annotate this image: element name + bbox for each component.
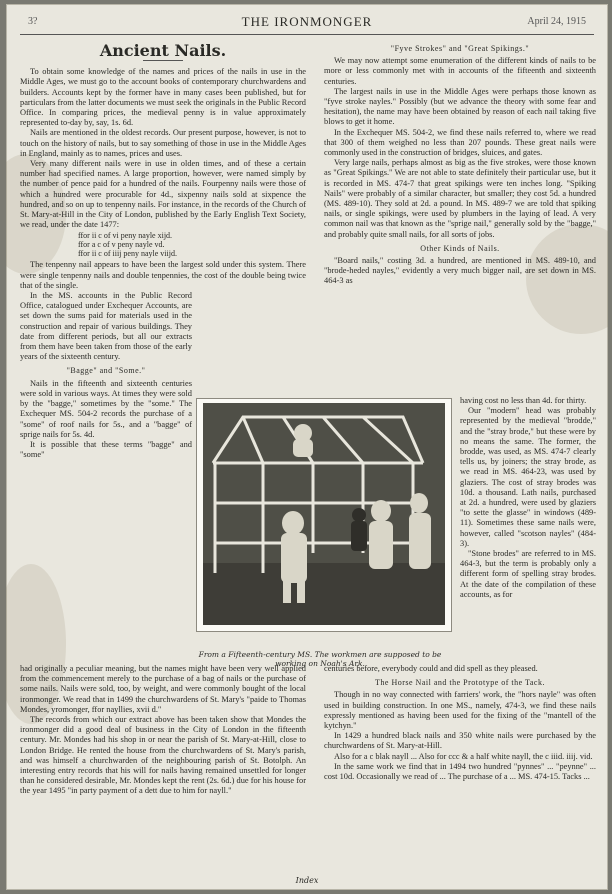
- paragraph: The largest nails in use in the Middle Ages were perhaps those known as "fyve stroke nayles." Possibly (but we advance the theory with some fear and hesitation), the name may have been obtained by reason of each nail taking five blows to get it home.: [324, 86, 596, 127]
- column-right-narrow: [460, 396, 596, 600]
- paragraph: Very many different nails were in use in olden times, and of these a certain number had specified names. A large proportion, however, were named simply by the number of pence paid for a hundred of the nails. Fourpenny nails were those of which a hundred were procurable for 4d., sixpenny nails sold at sixpence the hundred, and so on up to tenpenny nails. For instance, in the records of the Church of St. Mary-at-Hill in the City of London, published by the Early English Text Society, we read, under the date 1477:: [20, 159, 306, 230]
- paragraph: In the MS. accounts in the Public Record Office, catalogued under Exchequer Accounts, are set down the sums paid for materials used in the construction and repair of various buildings. They date from different periods, but all our extracts from them have been taken from those of the early years of the sixteenth century.: [20, 291, 192, 362]
- account-entries: [20, 231, 306, 258]
- account-entry: ffor a c of v peny nayle vd.: [78, 240, 165, 250]
- paragraph: centuries before, everybody could and did spell as they pleased.: [324, 664, 538, 673]
- paragraph: "Stone brodes" are referred to in MS. 464-3, but the term is probably only a different form of spelling stray brodes. At the date of the compilation of these accounts, as for: [460, 549, 596, 599]
- issue-date: April 24, 1915: [527, 16, 586, 27]
- section-subhead: The Horse Nail and the Prototype of the Tack.: [375, 678, 545, 688]
- paragraph: The tenpenny nail appears to have been the largest sold under this system. There were single tenpenny nails and double tenpennies, the cost of the double being twice that of the single.: [20, 260, 306, 290]
- account-entry: ffor ii c of iiij peny nayle viijd.: [78, 249, 177, 259]
- newspaper-page: [6, 4, 608, 890]
- title-divider: [143, 60, 183, 61]
- page-number: 3?: [28, 16, 38, 27]
- account-entry: ffor ii c of vi peny nayle xijd.: [78, 231, 173, 241]
- paragraph: Also for a c blak nayll ... Also for ccc & a half white nayll, the c iiid. iiij. vid.: [334, 751, 593, 761]
- paragraph: Nails are mentioned in the oldest records. Our present purpose, however, is not to touch on the history of nails, but to say something of those in use in the Middle Ages in England, mainly as to names, prices and uses.: [20, 128, 306, 158]
- section-subhead: "Bagge" and "Some.": [66, 366, 146, 376]
- article-title: Ancient Nails.: [99, 41, 227, 60]
- illustration-caption: From a Fifteenth-century MS. The workmen are supposed to be working on Noah's Ark.: [198, 650, 442, 668]
- paragraph: In the Exchequer MS. 504-2, we find these nails referred to, where we read that 300 of them weighed no less than 207 pounds. These great nails were commonly used in the construction of bridges, sluices, and gates.: [324, 127, 596, 158]
- paragraph: To obtain some knowledge of the names and prices of the nails in use in the Middle Ages, we must go to the account books of contemporary churchwardens and builders. Accounts kept by the former have in many cases been published, but for particulars from the latter documents we must seek the originals in the Public Record Office. In comparing prices, the medieval penny is in value approximately represented to-day by, say, 1s. 6d.: [20, 67, 306, 128]
- section-subhead: "Fyve Strokes" and "Great Spikings.": [390, 44, 530, 53]
- narrow-column-block: [20, 291, 192, 460]
- paragraph: Our "modern" head was probably represented by the medieval "brodde," and the "stray brode," but these were by no means the same. The former, the brodde, was used, as MS. 474-7 clearly tells us, by joiners; the stray brode, as we read in MS. 464-23, was used by glaziers. The cost of stray brodes was 10d. a thousand. Lath nails, purchased at 2d. a hundred, were used by glaziers "to sette the glasse" in windows (489-11). Sometimes these same nails were, however, called "scotson nayles" (484-3).: [460, 406, 596, 548]
- column-right-bottom: [324, 664, 596, 782]
- paragraph: having cost no less than 4d. for thirty.: [460, 396, 587, 405]
- paragraph: We may now attempt some enumeration of the different kinds of nails to be more or less commonly met with in accounts of the fifteenth and sixteenth centuries.: [324, 56, 596, 86]
- paragraph: had originally a peculiar meaning, but the names might have been very well applied from the commencement merely to the purchase of a bag of nails or the purchase of some nails. Nails were sold, too, by weight, and were commonly bought of the local ironmonger. We read that in 1499 the churchwardens of St. Mary's "paide to Thomas Mondes, yromonger, ffor nayllies, xvii d.": [20, 664, 306, 714]
- noahs-ark-illustration: [203, 403, 445, 625]
- page-footer: Index: [295, 876, 319, 885]
- paragraph: Very large nails, perhaps almost as big as the five strokes, were those known as "Great Spikings." We are not able to state definitely their particular use, but it is recorded in MS. 474-7 that great spikings were ten inches long. "Spiking Nails" were probably of a similar character, but smaller; they cost 5d. a hundred (MS. 489-10). They sold at 2d. a pound. In MS. 489-7 we are told that spiking nails, or single spikings, were used by plumbers in the laying of lead. A very common nail was that known as the "sprige nail," generally sold by the "bagge," and probably quite small nails, for all sorts of jobs.: [324, 158, 596, 239]
- paragraph: Though in no way connected with farriers' work, the "hors nayle" was often used in building construction. In one MS., namely, 474-3, we find these nails expressly mentioned as having been used for the fixing of the "mantell of the kytchyn.": [324, 690, 596, 731]
- paragraph: The records from which our extract above has been taken show that Mondes the ironmonger did a good deal of business in the City of London in the fifteenth century. Mr. Mondes had his shop in or near the parish of St. Mary-at-Hill, close to London Bridge. He rented the house from the churchwardens of St. Mary's parish, and was himself a churchwarden of the neighbouring parish of St. Botolph. An interesting entry records that his will for nails having remained unsettled for longer than he considered desirable, Mr. Mondes kept the rent (2s. 6d.) due for his house for the year 1495 "in party payment of a dett due to him for nayll.": [20, 715, 306, 796]
- column-left-bottom: [20, 664, 306, 797]
- paragraph: Nails in the fifteenth and sixteenth centuries were sold in various ways. At times they were sold by the "bagge," sometimes by the "some." The Exchequer MS. 504-2 records the purchase of a "some" of roof nails for 5s., and a "bagge" of sprige nails for 5s. 4d.: [20, 378, 192, 439]
- paragraph: In 1429 a hundred black nails and 350 white nails were purchased by the churchwardens of St. Mary-at-Hill.: [324, 731, 596, 751]
- header-rule: [20, 34, 594, 35]
- section-subhead: Other Kinds of Nails.: [420, 243, 500, 253]
- illustration-frame: [196, 398, 452, 632]
- publication-title: THE IRONMONGER: [241, 14, 373, 29]
- illustration-image: [203, 403, 445, 625]
- column-right: [324, 40, 596, 287]
- paragraph: It is possible that these terms "bagge" and "some": [20, 439, 192, 460]
- paragraph: In the same work we find that in 1494 two hundred "pynnes" ... "peynne" ... cost 10d. Occasionally we read of ... The purchase of a ... MS. 474-15. Tacks ...: [324, 761, 596, 782]
- paragraph: "Board nails," costing 3d. a hundred, are mentioned in MS. 489-10, and "brode-heded nayles," evidently a very much bigger nail, are set down in MS. 464-3 as: [324, 256, 596, 286]
- page-header: [6, 12, 608, 34]
